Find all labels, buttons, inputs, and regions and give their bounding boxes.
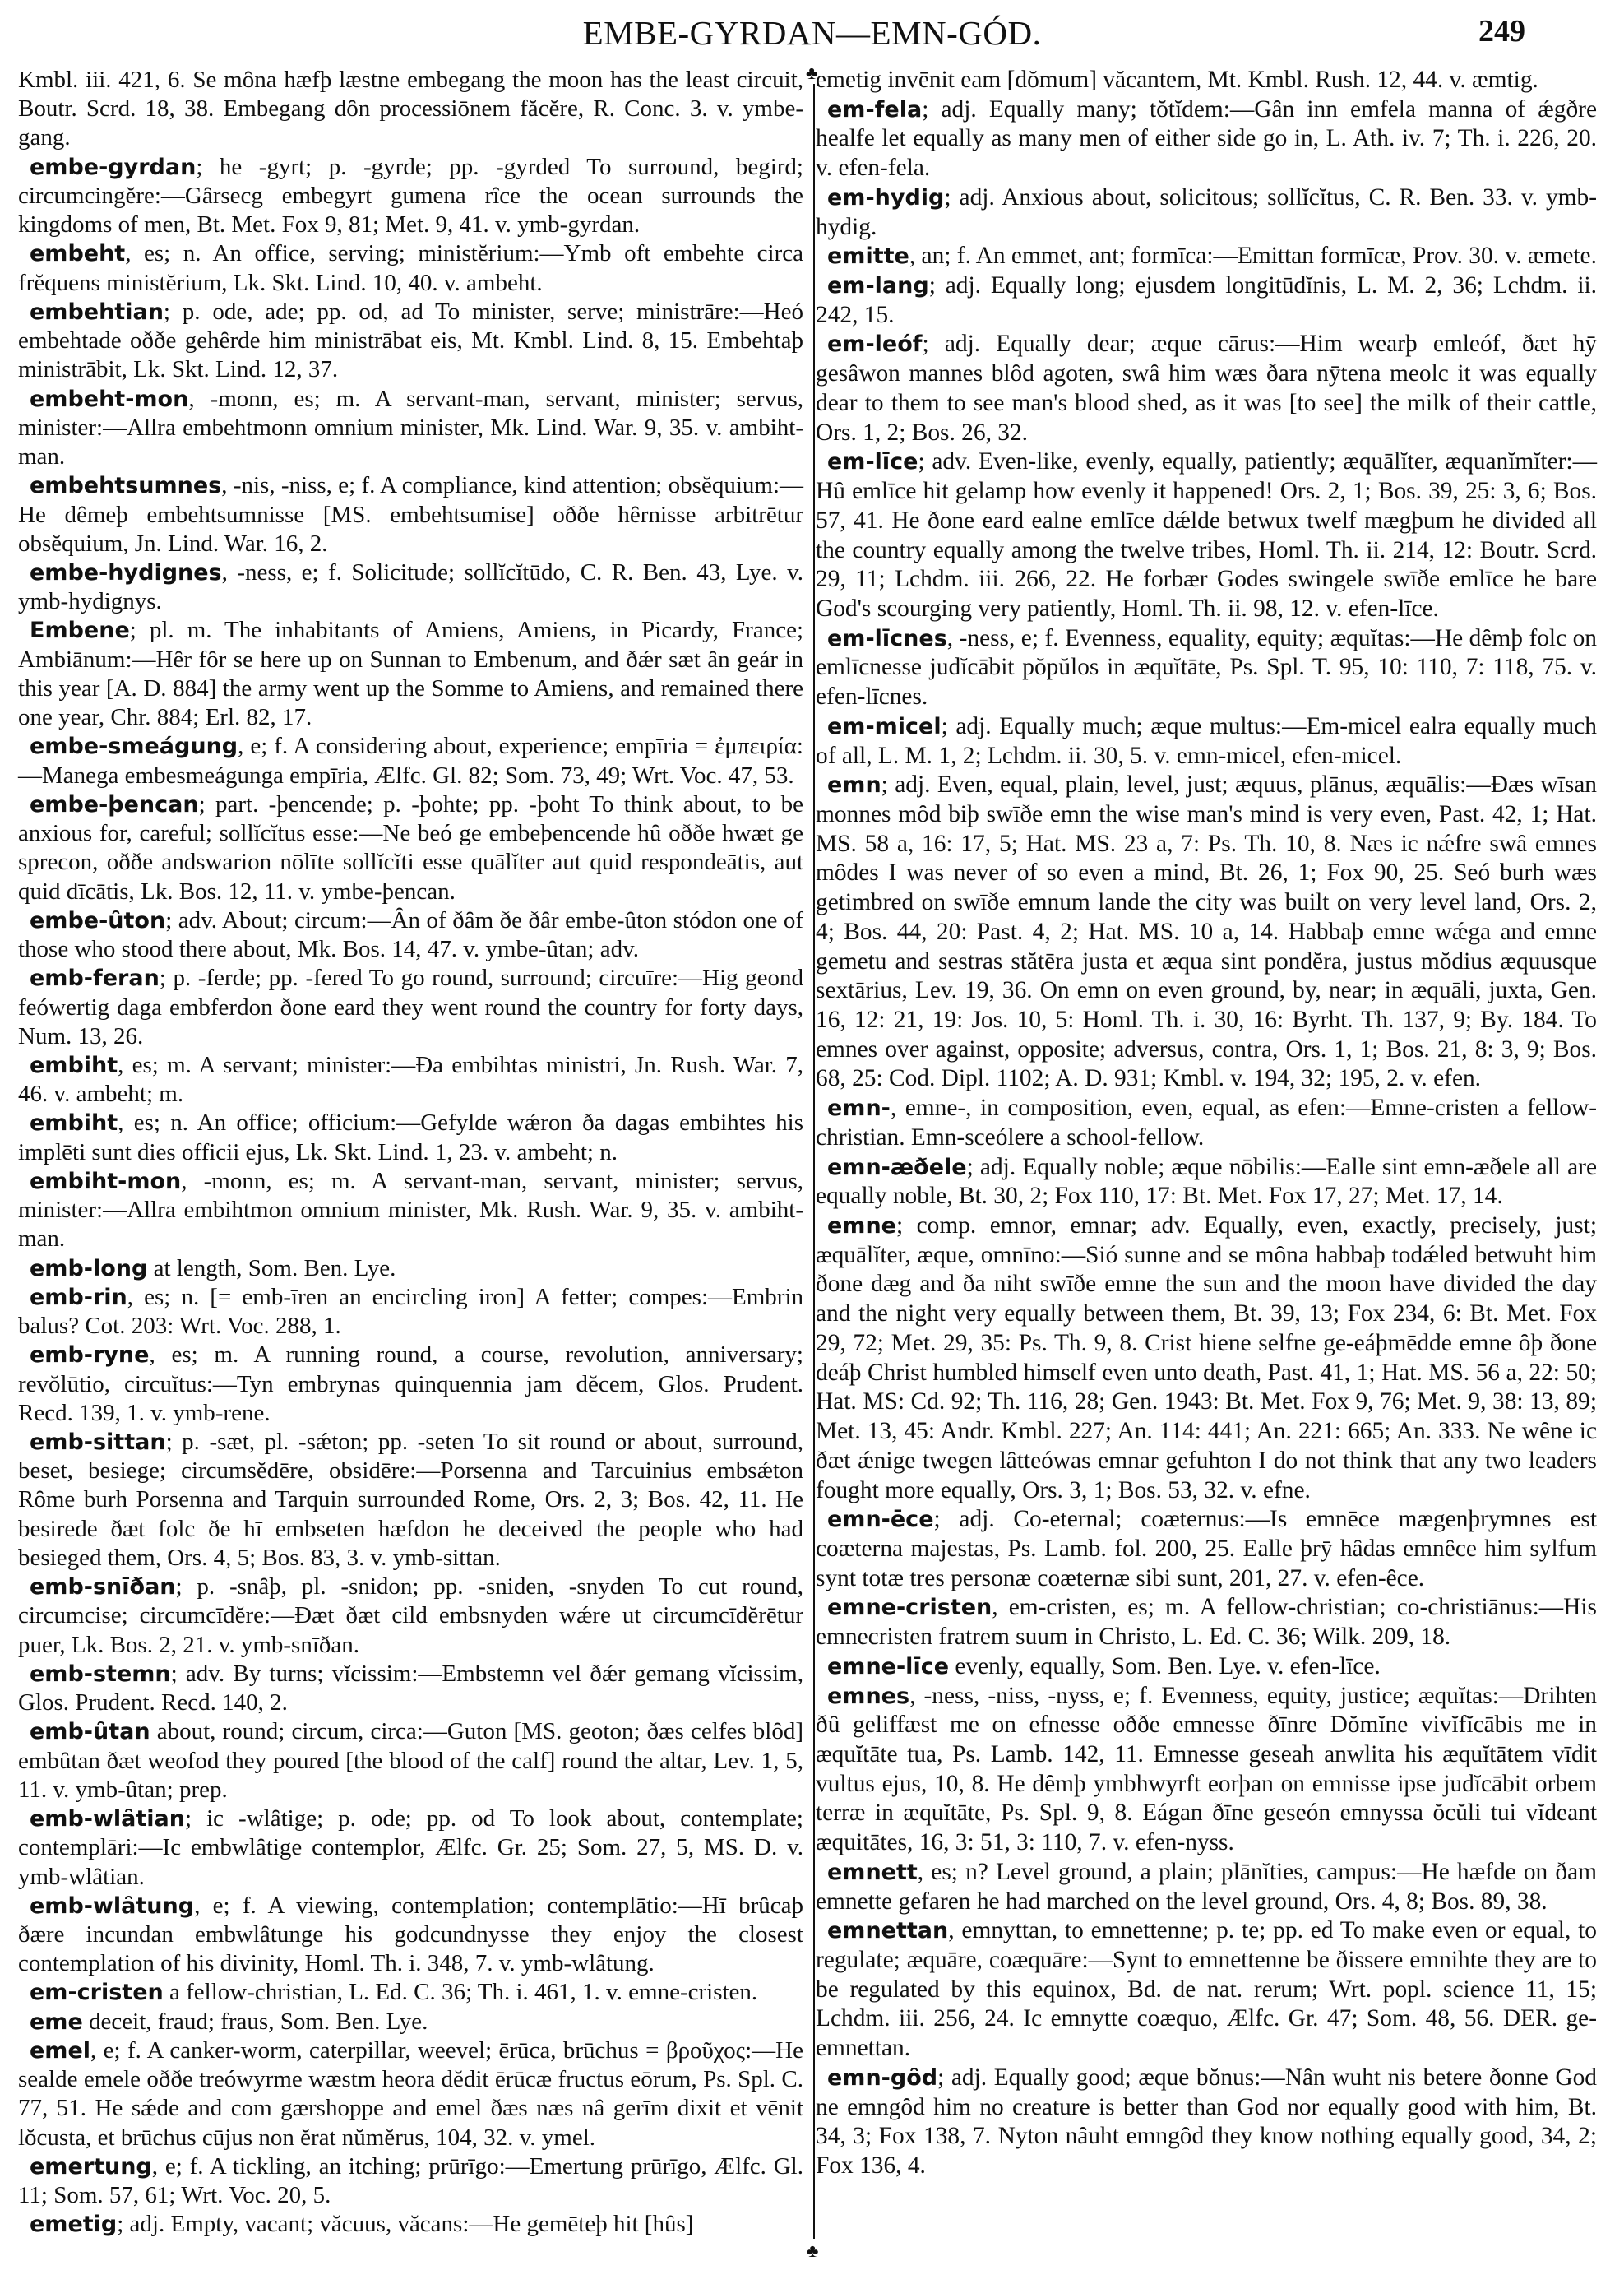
- dictionary-entry: [18, 385, 803, 472]
- dictionary-entry: [18, 1109, 803, 1166]
- headword: emn-ēce: [827, 1507, 934, 1533]
- headword: em-lang: [827, 273, 929, 299]
- dictionary-entry: [816, 1858, 1597, 1916]
- dictionary-entry: [816, 242, 1597, 271]
- entry-text: , -ness, -niss, -nyss, e; f. Evenness, equity, justice; æquĭtas:—Drihten ðȗ geliffæst me on efnesse oððe emnesse ðīnre Dŏmĭne vivĭfĭcābis me in æquĭtāte tua, Ps. Lamb. 142, 11. Emnesse geseah anwlita his æquĭtātem vīdit vultus ejus, 10, 8. He dȇmþ ymbhwyrft eorþan on emnisse ipse judĭcābit orbem terræ in æquĭtāte, Ps. Spl. 9, 8. Eágan ðīne geseón emnyssa ŏcŭli tui vĭdeant æquitātes, 16, 3: 51, 3: 110, 7. v. efen-nyss.: [816, 1682, 1597, 1856]
- headword: embe-ȗton: [30, 907, 166, 933]
- entry-text: about, round; circum, circa:—Guton [MS. geoton; ðæs celfes blȏd] embȗtan ðæt weofod they poured [the blood of the calf] round the altar, Lev. 1, 5, 11. v. ymb-ȗtan; prep.: [18, 1718, 803, 1803]
- dictionary-entry: [18, 1717, 803, 1804]
- dictionary-entry: [18, 471, 803, 558]
- headword: emn-: [827, 1096, 891, 1122]
- headword: embehtsumnes: [30, 473, 222, 499]
- page-header: [0, 8, 1624, 58]
- right-column: [816, 66, 1597, 2181]
- entry-text: , -ness, e; f. Evenness, equality, equity; æquĭtas:—He dȇmþ folc on emlīcnesse judĭcābit pŏpŭlos in æquĭtāte, Ps. Spl. T. 95, 10: 110, 7: 118, 75. v. efen-līcnes.: [816, 624, 1597, 711]
- dictionary-entry: [18, 1660, 803, 1717]
- entry-text: , e; f. A considering about, experience; empīria = ἐμπειρία:—Manega embesmeágunga empīria, Ælfc. Gl. 82; Som. 73, 49; Wrt. Voc. 47, 53.: [18, 733, 803, 789]
- entry-text: a fellow-christian, L. Ed. C. 36; Th. i. 461, 1. v. emne-cristen.: [163, 1979, 758, 2006]
- entry-text: ; pl. m. The inhabitants of Amiens, Amiens, in Picardy, France; Ambiānum:—Hȇr fȏr se here up on Sunnan to Embenum, and ðǽr sæt ȃn geár in this year [A. D. 884] the army went up the Somme to Amiens, and remained there one year, Chr. 884; Erl. 82, 17.: [18, 617, 803, 731]
- dictionary-entry: [18, 2008, 803, 2036]
- dictionary-entry: [18, 1283, 803, 1341]
- running-head: EMBE-GYRDAN—EMN-GÓD.: [582, 14, 1042, 52]
- entry-text: Kmbl. iii. 421, 6. Se mȏna hæfþ læstne embegang the moon has the least circuit, Boutr. Scrd. 18, 38. Embegang dȏn processiōnem făcĕre, R. Conc. 3. v. ymbe-gang.: [18, 67, 803, 151]
- headword: em-līcnes: [827, 625, 947, 651]
- dictionary-entry: [18, 1254, 803, 1283]
- headword: em-fela: [827, 96, 923, 123]
- entry-text: , -nis, -niss, e; f. A compliance, kind attention; obsĕquium:—He dȇmeþ embehtsumnisse [MS. embehtsumise] oððe hȇrnisse arbitrētur obsĕquium, Jn. Lind. War. 16, 2.: [18, 472, 803, 557]
- entry-text: ; p. -ferde; pp. -fered To go round, surround; circuīre:—Hig geond feówertig daga embferdon ðone eard they went round the country for forty days, Num. 13, 26.: [18, 965, 803, 1049]
- headword: eme: [30, 2008, 83, 2035]
- dictionary-entry: [816, 271, 1597, 330]
- dictionary-entry: [18, 2152, 803, 2210]
- entry-text: , em-cristen, es; m. A fellow-christian; co-christiānus:—His emnecristen fratrem suum in Christo, L. Ed. C. 36; Wilk. 209, 18.: [816, 1594, 1597, 1651]
- dictionary-entry: [18, 558, 803, 616]
- headword: emetig: [30, 2212, 118, 2238]
- entry-text: , an; f. An emmet, ant; formīca:—Emittan formīcæ, Prov. 30. v. æmete.: [909, 243, 1597, 270]
- entry-text: ; comp. emnor, emnar; adv. Equally, even, exactly, precisely, just; æquālĭter, æque, omnīno:—Sió sunne and se mȏna habbaþ todǽled betwuht him ðone dæg and ða niht swīðe emne the sun and the moon have divided the day and the night very equally between them, Bt. 39, 13; Fox 234, 6: Bt. Met. Fox 29, 72; Met. 29, 35: Ps. Th. 9, 8. Crist hiene selfne ge-eáþmēdde emne ȏþ ðone deáþ Christ humbled himself even unto death, Past. 41, 1; Hat. MS. 56 a, 22: 50; Hat. MS: Cd. 92; Th. 116, 28; Gen. 1943: Bt. Met. Fox 9, 76; Met. 9, 38: 13, 89; Met. 13, 45: Andr. Kmbl. 227; An. 114: 441; An. 221: 665; An. 333. Ne wȇne ic ðæt ǽnige twegen lȃtteówas emnar gefuhton I do not think that any two leaders fought more equally, Ors. 3, 1; Bos. 53, 32. v. efne.: [816, 1212, 1597, 1503]
- entry-text: , es; n. An office; officium:—Gefylde wǽron ða dagas embihtes his implēti sunt dies officii ejus, Lk. Skt. Lind. 1, 23. v. ambeht; n.: [18, 1110, 803, 1165]
- headword: emb-wlȃtian: [30, 1806, 185, 1832]
- dictionary-entry: [18, 964, 803, 1051]
- dictionary-entry: [18, 1573, 803, 1660]
- entry-text: ; adv. By turns; vĭcissim:—Embstemn vel ðǽr gemang vĭcissim, Glos. Prudent. Recd. 140, 2.: [18, 1660, 803, 1716]
- headword: emb-rin: [30, 1284, 127, 1310]
- dictionary-entry: [816, 1153, 1597, 1211]
- entry-text: ; p. ode, ade; pp. od, ad To minister, serve; ministrāre:—Heó embehtade oððe gehȇrde him ministrābat eis, Mt. Kmbl. Lind. 8, 15. Embehtaþ ministrābit, Lk. Skt. Lind. 12, 37.: [18, 298, 803, 383]
- headword: emne-līce: [827, 1653, 950, 1679]
- entry-text: evenly, equally, Som. Ben. Lye. v. efen-līce.: [949, 1652, 1381, 1679]
- dictionary-entry: [816, 1593, 1597, 1652]
- dictionary-entry: [816, 1652, 1597, 1682]
- headword: Embene: [30, 618, 130, 644]
- headword: embeht: [30, 241, 126, 267]
- entry-text: , es; n. [= emb-īren an encircling iron] A fetter; compes:—Embrin balus? Cot. 203: Wrt. Voc. 288, 1.: [18, 1283, 803, 1340]
- entry-text: ; adj. Equally much; æque multus:—Em-micel ealra equally much of all, L. M. 1, 2; Lchdm. ii. 30, 5. v. emn-micel, efen-micel.: [816, 712, 1597, 769]
- headword: embe-gyrdan: [30, 154, 197, 180]
- entry-text: ; adj. Equally good; æque bŏnus:—Nȃn wuht nis betere ðonne God ne emngȏd him no creature is better than God nor equally good with him, Bt. 34, 3; Fox 138, 7. Nyton nȃuht emngȏd they know nothing equally good, 34, 2; Fox 136, 4.: [816, 2064, 1597, 2180]
- dictionary-entry: [18, 1051, 803, 1109]
- trefoil-ornament-icon: ♣: [806, 63, 818, 83]
- headword: emb-snīðan: [30, 1574, 176, 1601]
- dictionary-entry: [18, 1428, 803, 1573]
- entry-text: ; adv. About; circum:—Ȃn of ðȃm ðe ðȃr embe-ȗton stódon one of those who stood there about, Mk. Bos. 14, 47. v. ymbe-ȗtan; adv.: [18, 906, 803, 963]
- entry-text: at length, Som. Ben. Lye.: [147, 1254, 396, 1281]
- headword: emb-ȗtan: [30, 1719, 150, 1745]
- dictionary-entry: [816, 624, 1597, 712]
- dictionary-entry: [816, 1682, 1597, 1858]
- headword: emne-cristen: [827, 1595, 992, 1621]
- dictionary-entry: [816, 712, 1597, 771]
- entry-text: , es; m. A running round, a course, revolution, anniversary; revŏlūtio, circuĭtus:—Tyn embrynas quinquennia jam dĕcem, Glos. Prudent. Recd. 139, 1. v. ymb-rene.: [18, 1341, 803, 1426]
- headword: embeht-mon: [30, 386, 189, 412]
- dictionary-entry: [816, 183, 1597, 242]
- dictionary-entry: [18, 1892, 803, 1979]
- dictionary-entry: [18, 1804, 803, 1892]
- entry-text: emetig invēnit eam [dŏmum] văcantem, Mt. Kmbl. Rush. 12, 44. v. æmtig.: [816, 67, 1538, 93]
- headword: emn-gȏd: [827, 2064, 938, 2091]
- headword: embiht: [30, 1052, 118, 1078]
- dictionary-entry: [816, 95, 1597, 183]
- headword: emertung: [30, 2153, 152, 2180]
- dictionary-entry: [18, 239, 803, 297]
- entry-text: ; adj. Equally many; tŏtĭdem:—Gȃn inn emfela manna of ǽgðre healfe let equally as many men of either side go in, L. Ath. iv. 7; Th. i. 226, 20. v. efen-fela.: [816, 95, 1597, 182]
- dictionary-entry: [816, 447, 1597, 623]
- entry-text: ; adj. Anxious about, solicitous; sollĭcĭtus, C. R. Ben. 33. v. ymb-hydig.: [816, 183, 1597, 240]
- headword: em-līce: [827, 449, 918, 475]
- entry-text: ; adv. Even-like, evenly, equally, patiently; æquālĭter, æquanĭmĭter:—Hȗ emlīce hit gelamp how evenly it happened! Ors. 2, 1; Bos. 39, 25: 3, 6; Bos. 57, 41. He ðone eard ealne emlīce dǽlde betwux twelf mægþum he divided all the country equally among the twelve tribes, Homl. Th. ii. 214, 12: Boutr. Scrd. 29, 11; Lchdm. iii. 266, 22. He forbær Godes swingele swīðe emlīce he bare God's scourging very patiently, Homl. Th. ii. 98, 12. v. efen-līce.: [816, 448, 1597, 622]
- entry-text: , es; m. A servant; minister:—Ða embihtas ministri, Jn. Rush. War. 7, 46. v. ambeht; m.: [18, 1051, 803, 1108]
- headword: emb-sittan: [30, 1429, 166, 1456]
- headword: emb-stemn: [30, 1661, 171, 1687]
- entry-text: ; adj. Equally long; ejusdem longitūdĭnis, L. M. 2, 36; Lchdm. ii. 242, 15.: [816, 272, 1597, 328]
- entry-text: ; p. -sæt, pl. -sǽton; pp. -seten To sit round or about, surround, beset, besiege; circumsĕdēre, obsidēre:—Porsenna and Tarcuinius embsǽton Rȏme burh Porsenna and Tarquin surrounded Rome, Ors. 2, 3; Bos. 42, 11. He besirede ðæt folc ðe hī embseten hæfdon he deceived the people who had besieged them, Ors. 4, 5; Bos. 83, 3. v. ymb-sittan.: [18, 1429, 803, 1571]
- headword: emel: [30, 2037, 91, 2064]
- entry-text: , -monn, es; m. A servant-man, servant, minister; servus, minister:—Allra embihtmon omnium minister, Mk. Rush. War. 9, 35. v. ambiht-man.: [18, 1167, 803, 1253]
- entry-text: ; he -gyrt; p. -gyrde; pp. -gyrded To surround, begird; circumcingĕre:—Gȃrsecg embegyrt gumena rȋce the ocean surrounds the kingdoms of men, Bt. Met. Fox 9, 81; Met. 9, 41. v. ymb-gyrdan.: [18, 153, 803, 239]
- dictionary-entry: [816, 1505, 1597, 1593]
- left-column: [18, 66, 803, 2240]
- dictionary-entry: [816, 1094, 1597, 1152]
- entry-text: ; adj. Empty, vacant; văcuus, văcans:—He gemēteþ hit [hȗs]: [117, 2211, 694, 2238]
- entry-text: , emne-, in composition, even, equal, as efen:—Emne-cristen a fellow-christian. Emn-sceólere a school-fellow.: [816, 1095, 1597, 1151]
- headword: em-hydig: [827, 184, 945, 211]
- dictionary-entry: [18, 1978, 803, 2007]
- entry-text: ; adj. Equally dear; æque cārus:—Him wearþ emleóf, ðæt hȳ gesȃwon mannes blȏd agoten, swȃ him wæs ðara nȳtena meolc it was equally dear to them to see man's blood shed, as it was [to see] the milk of their cattle, Ors. 1, 2; Bos. 26, 32.: [816, 331, 1597, 446]
- dictionary-entry: [816, 1211, 1597, 1505]
- entry-text: ; part. -þencende; p. -þohte; pp. -þoht To think about, to be anxious for, careful; sollĭcĭtus esse:—Ne beó ge embeþencende hȗ oððe hwæt ge sprecon, oððe andswarion nōlīte sollĭcĭti esse quālĭter aut quid respondeātis, aut quid dīcātis, Lk. Bos. 12, 11. v. ymbe-þencan.: [18, 790, 803, 905]
- dictionary-entry: [18, 790, 803, 906]
- page-number: 249: [1478, 14, 1525, 49]
- entry-text: , es; n? Level ground, a plain; plānĭties, campus:—He hæfde on ðam emnette gefaren he had marched on the level ground, Ors. 4, 8; Bos. 89, 38.: [816, 1858, 1597, 1915]
- headword: em-cristen: [30, 1980, 164, 2006]
- headword: emn-æðele: [827, 1154, 967, 1180]
- headword: emb-feran: [30, 966, 160, 992]
- entry-text: deceit, fraud; fraus, Som. Ben. Lye.: [82, 2008, 428, 2035]
- entry-text: ; ic -wlȃtige; p. ode; pp. od To look about, contemplate; contemplāri:—Ic embwlȃtige contemplor, Ælfc. Gr. 25; Som. 27, 5, MS. D. v. ymb-wlȃtian.: [18, 1805, 803, 1890]
- headword: emn: [827, 772, 881, 799]
- dictionary-entry: [816, 330, 1597, 447]
- dictionary-entry: [816, 1916, 1597, 2064]
- dictionary-entry: [18, 2210, 803, 2239]
- headword: embe-smeágung: [30, 734, 238, 760]
- headword: embehtian: [30, 299, 164, 325]
- dictionary-entry: [816, 771, 1597, 1094]
- entry-text: , e; f. A canker-worm, caterpillar, weevel; ērūca, brūchus = βροῦχος:—He sealde emele oððe treówyrme wæstm heora dĕdit ērūcæ fructus eōrum, Ps. Spl. C. 77, 51. He sǽde and com gærshoppe and emel ðæs næs nȃ gerīm dixit et vēnit lŏcusta, et brūchus cūjus non ĕrat nŭmĕrus, 104, 32. v. ymel.: [18, 2036, 803, 2151]
- headword: emne: [827, 1213, 896, 1239]
- entry-text: , e; f. A viewing, contemplation; contemplātio:—Hī brȗcaþ ðære incundan embwlȃtunge his godcundnysse they enjoy the closest contemplation of his divinity, Homl. Th. i. 348, 7. v. ymb-wlȃtung.: [18, 1892, 803, 1977]
- headword: embiht: [30, 1110, 118, 1137]
- dictionary-entry: [18, 906, 803, 964]
- divider-rule: [813, 84, 815, 2239]
- dictionary-entry: [18, 298, 803, 385]
- entry-text: , emnyttan, to emnettenne; p. te; pp. ed To make even or equal, to regulate; æquāre, coæquāre:—Synt to emnettenne be ðissere emnihte they are to be regulated by this equinox, Bd. de nat. rerum; Wrt. popl. science 11, 15; Lchdm. iii. 256, 24. Ic emnytte coæquo, Ælfc. Gr. 47; Som. 48, 56. DER. ge-emnettan.: [816, 1917, 1597, 2062]
- dictionary-entry: [18, 66, 803, 153]
- headword: emnett: [827, 1859, 918, 1885]
- dictionary-entry: [18, 616, 803, 732]
- headword: emnes: [827, 1683, 910, 1709]
- dictionary-entry: [18, 2036, 803, 2152]
- headword: emb-ryne: [30, 1342, 150, 1369]
- headword: emitte: [827, 243, 909, 270]
- dictionary-entry: [18, 732, 803, 790]
- dictionary-entry: [18, 1341, 803, 1428]
- headword: embe-þencan: [30, 791, 199, 818]
- entry-text: , -ness, e; f. Solicitude; sollĭcĭtūdo, C. R. Ben. 43, Lye. v. ymb-hydignys.: [18, 558, 803, 615]
- entry-text: ; adj. Co-eternal; coæternus:—Is emnēce mægenþrymnes est coæterna majestas, Ps. Lamb. fol. 200, 25. Ealle þrȳ hȃdas emnȇce him sylfum synt totæ tres personæ coæternæ sibi sunt, 201, 27. v. efen-ȇce.: [816, 1506, 1597, 1591]
- ornament-icon: ♣: [807, 2240, 819, 2261]
- dictionary-entry: [816, 2064, 1597, 2181]
- headword: emb-wlȃtung: [30, 1892, 195, 1919]
- entry-text: ; adj. Equally noble; æque nōbilis:—Ealle sint emn-æðele all are equally noble, Bt. 30, 2; Fox 110, 17: Bt. Met. Fox 17, 27; Met. 17, 14.: [816, 1153, 1597, 1210]
- entry-text: ; p. -snȃþ, pl. -snidon; pp. -sniden, -snyden To cut round, circumcise; circumcīdĕre:—Ðæt ðæt cild embsnyden wǽre ut circumcīdĕrētur puer, Lk. Bos. 2, 21. v. ymb-snīðan.: [18, 1573, 803, 1658]
- headword: embe-hydignes: [30, 559, 222, 586]
- entry-text: , es; n. An office, serving; ministĕrium:—Ymb oft embehte circa frĕquens ministĕrium, Lk. Skt. Lind. 10, 40. v. ambeht.: [18, 240, 803, 296]
- entry-text: , -monn, es; m. A servant-man, servant, minister; servus, minister:—Allra embehtmonn omnium minister, Mk. Lind. War. 9, 35. v. ambiht-man.: [18, 385, 803, 470]
- dictionary-entry: [18, 1167, 803, 1254]
- headword: em-micel: [827, 713, 942, 739]
- headword: em-leóf: [827, 331, 923, 358]
- entry-text: ; adj. Even, equal, plain, level, just; æquus, plānus, æquālis:—Ðæs wīsan monnes mȏd biþ swīðe emn the wise man's mind is very even, Past. 42, 1; Hat. MS. 58 a, 16: 17, 5; Hat. MS. 23 a, 7: Ps. Th. 10, 8. Næs ic nǽfre swȃ emnes mȏdes I was never of so even a mind, Bt. 26, 1; Fox 90, 25. Seó burh wæs getimbred on swīðe emnum lande the city was built on very level land, Ors. 2, 4; Bos. 44, 20: Past. 4, 2; Hat. MS. 10 a, 14. Habbaþ emne wǽga and emne gemetu and sestras stătēra justa et æqua sint pondĕra, justus mŏdius æquusque sextārius, Lev. 19, 36. On emn on even ground, by, near; in æquāli, juxta, Gen. 16, 12: 21, 19: Jos. 10, 5: Homl. Th. i. 30, 16: Byrht. Th. 137, 9; By. 184. To emnes over against, opposite; adversus, contra, Ors. 1, 1; Bos. 21, 8: 3, 9; Bos. 68, 25: Cod. Dipl. 1102; A. D. 931; Kmbl. v. 194, 32; 195, 2. v. efen.: [816, 771, 1597, 1092]
- headword: emb-long: [30, 1255, 148, 1281]
- dictionary-entry: [816, 66, 1597, 95]
- entry-text: , e; f. A tickling, an itching; prūrīgo:—Emertung prūrīgo, Ælfc. Gl. 11; Som. 57, 61; Wrt. Voc. 20, 5.: [18, 2152, 803, 2209]
- headword: embiht-mon: [30, 1168, 182, 1194]
- headword: emnettan: [827, 1918, 949, 1944]
- dictionary-entry: [18, 153, 803, 240]
